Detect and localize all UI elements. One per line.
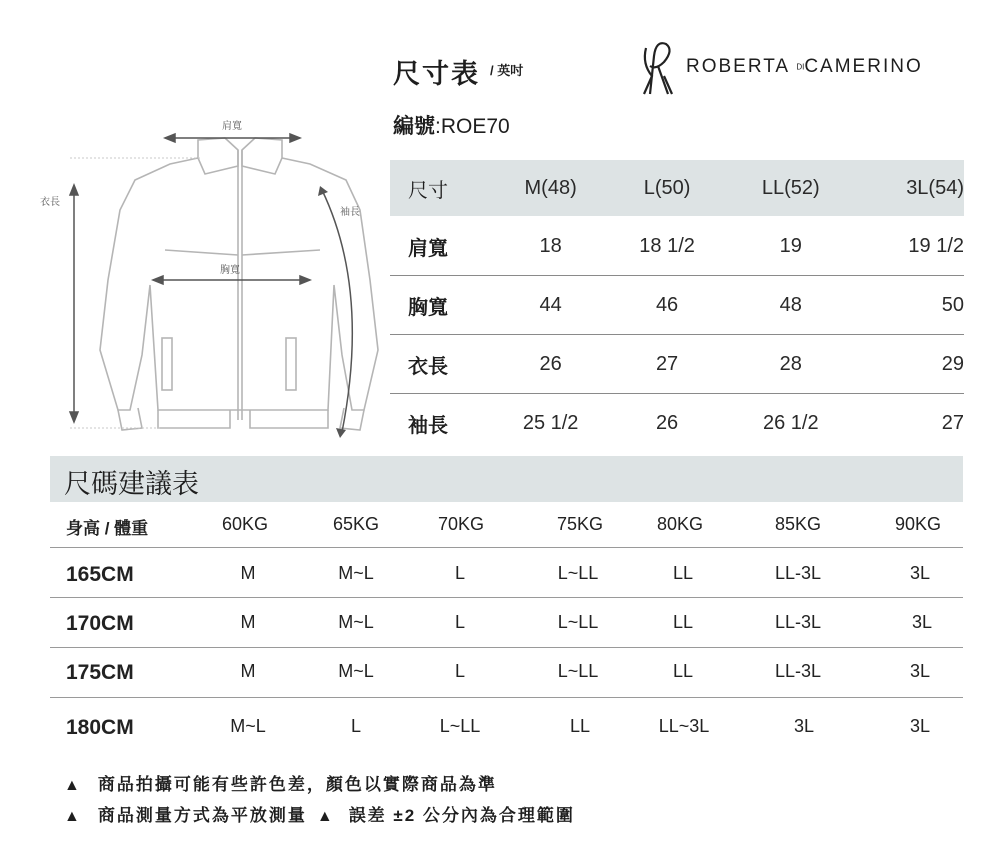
jacket-diagram — [30, 110, 380, 450]
size-cell: M~L — [338, 661, 374, 681]
brand-name: ROBERTA DICAMERINO — [686, 56, 923, 77]
triangle-icon: ▲ — [316, 808, 335, 825]
size-cell: 3L — [909, 563, 931, 583]
note-text: 商品測量方式為平放測量 — [97, 806, 307, 825]
size-chart-title: 尺寸表 — [393, 59, 480, 89]
spec-cell: 28 — [779, 352, 802, 375]
divider — [50, 597, 963, 598]
spec-row-sleeve — [390, 394, 964, 452]
size-cell: L — [350, 716, 362, 736]
spec-row-shoulder — [390, 217, 964, 276]
size-cell: 3L — [909, 661, 931, 681]
spec-row-chest — [390, 276, 964, 335]
spec-row-length — [390, 335, 964, 394]
spec-cell: 27 — [655, 352, 679, 375]
size-cell: L — [454, 612, 466, 632]
spec-header-cell: L(50) — [643, 176, 691, 199]
size-cell: LL-3L — [774, 661, 822, 681]
product-code — [393, 110, 510, 140]
spec-cell: 26 — [539, 352, 562, 375]
size-cell: LL — [672, 661, 694, 681]
size-cell: L~LL — [557, 563, 599, 583]
size-cell: LL-3L — [774, 612, 822, 632]
note-text: 商品拍攝可能有些許色差，顏色以實際商品為準 — [97, 775, 497, 794]
size-cell: L — [454, 661, 466, 681]
size-cell: L~LL — [557, 612, 599, 632]
size-cell: L~LL — [557, 661, 599, 681]
divider — [50, 547, 963, 548]
spec-row-label: 胸寬 — [408, 296, 448, 319]
spec-cell: 50 — [941, 293, 964, 316]
spec-cell: 18 — [539, 234, 562, 257]
size-cell: L~LL — [439, 716, 481, 736]
diagram-length-label: 衣長 — [40, 197, 60, 208]
spec-cell: 26 1/2 — [762, 411, 819, 434]
height-label: 180CM — [66, 716, 134, 739]
size-spec-table — [390, 160, 964, 452]
brand-logo — [640, 36, 923, 98]
height-label: 175CM — [66, 661, 134, 684]
weight-header: 65KG — [332, 514, 380, 534]
size-cell: 3L — [793, 716, 815, 736]
spec-cell: 25 1/2 — [522, 411, 579, 434]
height-label: 165CM — [66, 563, 134, 586]
size-cell: L — [454, 563, 466, 583]
spec-cell: 44 — [539, 293, 562, 316]
spec-cell: 46 — [655, 293, 679, 316]
recommendation-title: 尺碼建議表 — [64, 469, 199, 499]
diagram-sleeve-label: 袖長 — [340, 207, 360, 218]
divider — [50, 697, 963, 698]
size-cell: 3L — [909, 716, 931, 736]
size-cell: LL — [569, 716, 591, 736]
height-label: 170CM — [66, 612, 134, 635]
spec-table-header — [390, 160, 964, 216]
recommendation-corner-label: 身高 / 體重 — [66, 519, 149, 538]
spec-header-cell: M(48) — [524, 176, 577, 199]
spec-row-label: 衣長 — [408, 355, 448, 378]
weight-header: 85KG — [774, 514, 822, 534]
brand-monogram-icon — [640, 36, 676, 98]
recommendation-header-row — [66, 514, 966, 536]
diagram-shoulder-label: 肩寬 — [222, 121, 242, 132]
note-measurement — [64, 801, 575, 826]
weight-header: 75KG — [556, 514, 604, 534]
triangle-icon: ▲ — [64, 777, 82, 794]
weight-header: 70KG — [437, 514, 485, 534]
size-cell: M~L — [338, 612, 374, 632]
size-cell: LL — [672, 563, 694, 583]
unit-label: / 英吋 — [490, 63, 524, 78]
spec-row-label: 袖長 — [408, 414, 448, 437]
size-cell: M~L — [338, 563, 374, 583]
spec-header-cell: 3L(54) — [906, 176, 964, 199]
size-cell: LL-3L — [774, 563, 822, 583]
size-cell: LL~3L — [658, 716, 710, 736]
size-cell: M~L — [230, 716, 266, 736]
product-code-value: :ROE70 — [435, 115, 510, 138]
weight-header: 90KG — [894, 514, 942, 534]
size-cell: LL — [672, 612, 694, 632]
product-code-label: 編號 — [393, 115, 435, 138]
weight-header: 80KG — [656, 514, 704, 534]
size-cell: M — [240, 661, 256, 681]
diagram-chest-label: 胸寬 — [220, 265, 240, 276]
spec-cell: 27 — [941, 411, 964, 434]
size-cell: 3L — [911, 612, 933, 632]
spec-row-label: 肩寬 — [408, 237, 448, 260]
weight-header: 60KG — [221, 514, 269, 534]
size-cell: M — [240, 612, 256, 632]
spec-header-label: 尺寸 — [408, 179, 448, 202]
spec-cell: 26 — [655, 411, 679, 434]
size-cell: M — [240, 563, 256, 583]
triangle-icon: ▲ — [64, 808, 82, 825]
spec-cell: 18 1/2 — [639, 234, 695, 257]
spec-cell: 19 — [779, 234, 802, 257]
spec-cell: 48 — [779, 293, 802, 316]
spec-cell: 29 — [941, 352, 964, 375]
note-text: 誤差 ±2 公分內為合理範圍 — [348, 806, 575, 825]
divider — [50, 647, 963, 648]
spec-header-cell: LL(52) — [761, 176, 820, 199]
note-color-difference — [64, 770, 497, 795]
spec-cell: 19 1/2 — [908, 234, 964, 257]
